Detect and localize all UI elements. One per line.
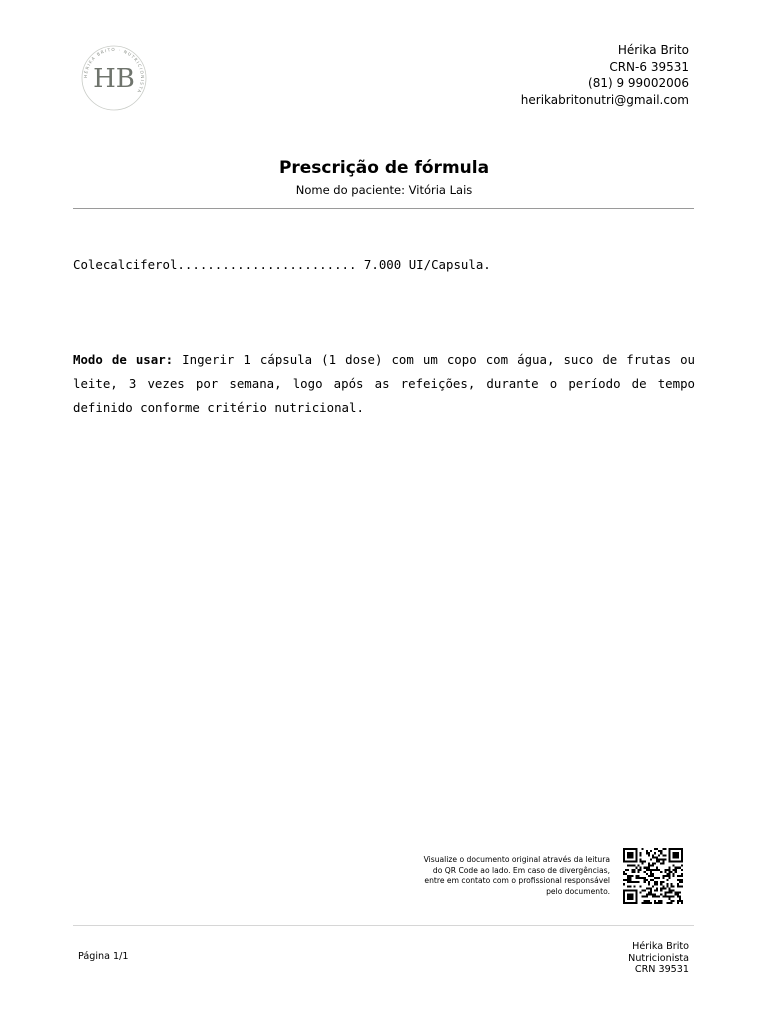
usage-label: Modo de usar: (73, 352, 174, 367)
usage-instructions (73, 348, 695, 420)
patient-name: Nome do paciente: Vitória Lais (295, 183, 473, 197)
professional-email[interactable]: herikabritonutri@gmail.com (520, 92, 689, 107)
svg-text:HB: HB (93, 64, 135, 94)
qr-code-image (623, 848, 683, 904)
qr-code[interactable] (623, 848, 683, 904)
header-divider (73, 208, 694, 209)
qr-code-note: Visualize o documento original através da leitura do QR Code ao lado. Em caso de divergências, entre em contato com o profissional responsável pelo documento. (423, 855, 610, 896)
footer-signature-crn: CRN 39531 (634, 964, 689, 976)
professional-contact (521, 42, 689, 108)
footer-signature-name: Hérika Brito (632, 941, 689, 952)
formula-line: Colecalciferol........................ 7.000 UI/Capsula. (73, 257, 491, 272)
footer-divider (73, 925, 694, 926)
svg-text:HÉRIKA BRITO · NUTRICIONISTA: HÉRIKA BRITO · NUTRICIONISTA (82, 46, 146, 95)
usage-text: Ingerir 1 cápsula (1 dose) com um copo com água, suco de frutas ou leite, 3 vezes por semana, logo após as refeições, durante o período de tempo definido conforme critério nutricional. (73, 352, 695, 415)
footer-signature (628, 941, 689, 976)
professional-crn: CRN-6 39531 (609, 59, 689, 74)
footer-signature-role: Nutricionista (628, 952, 689, 964)
hb-monogram-logo (80, 44, 148, 112)
logo (80, 44, 148, 112)
document-title: Prescrição de fórmula (278, 158, 490, 178)
professional-phone: (81) 9 99002006 (588, 76, 689, 90)
professional-name: Hérika Brito (617, 43, 689, 57)
page-number: Página 1/1 (78, 951, 129, 962)
